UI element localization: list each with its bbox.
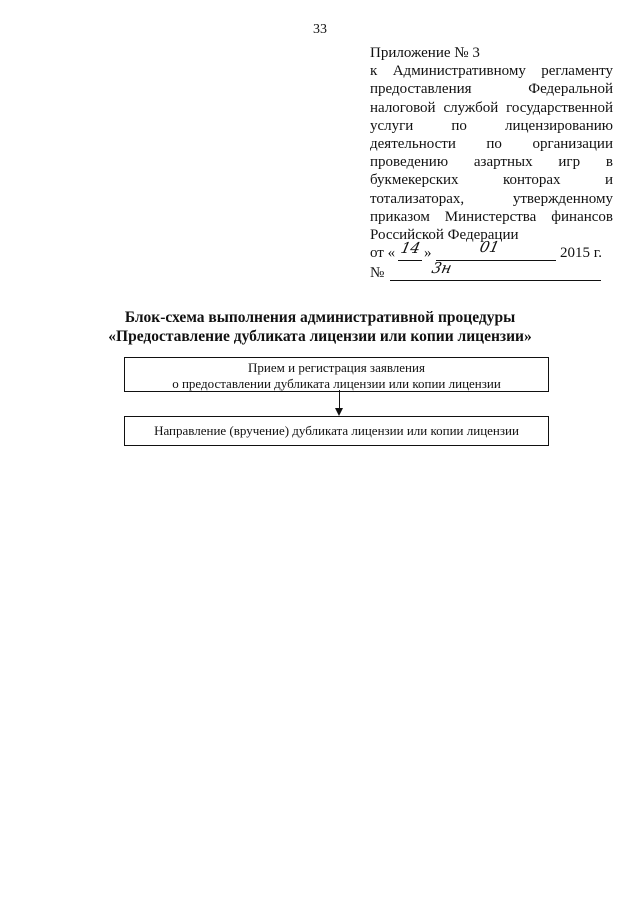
date-month-blank: [436, 260, 556, 261]
heading-line-1: Блок-схема выполнения административной процедуры: [124, 309, 516, 326]
number-blank: [390, 280, 601, 281]
heading-line-2: «Предоставление дубликата лицензии или копии лицензии»: [108, 328, 532, 345]
appendix-title: Приложение № 3: [370, 45, 480, 61]
number-handwritten: 3н: [430, 259, 454, 278]
date-month-handwritten: 01: [478, 238, 502, 257]
flow-arrow-head-icon: [335, 408, 343, 416]
appendix-line: букмекерских конторах и: [370, 172, 613, 189]
flow-step-1-line-2: о предоставлении дубликата лицензии или копии лицензии: [172, 375, 501, 391]
appendix-line: услуги по лицензированию: [370, 117, 613, 134]
date-mid: »: [424, 245, 432, 262]
page-number: 33: [313, 22, 327, 37]
appendix-line: к Административному регламенту: [370, 63, 613, 80]
date-prefix: от «: [370, 245, 396, 262]
appendix-line: тотализаторах, утвержденному: [370, 190, 613, 207]
appendix-line: деятельности по организации: [370, 136, 613, 153]
appendix-line: Российской Федерации: [370, 227, 519, 244]
appendix-line: предоставления Федеральной: [370, 81, 613, 98]
flow-step-1-line-1: Прием и регистрация заявления: [248, 360, 425, 375]
flow-step-1-box: [124, 357, 549, 392]
number-prefix: №: [370, 265, 385, 282]
appendix-line: проведению азартных игр в: [370, 154, 613, 171]
flow-step-2-box: [124, 416, 549, 446]
appendix-line: налоговой службой государственной: [370, 99, 613, 116]
date-day-handwritten: 14: [399, 239, 423, 258]
flow-arrow-line: [339, 390, 340, 410]
page-heading: [0, 308, 640, 346]
appendix-block: [370, 44, 613, 284]
date-day-blank: [398, 260, 422, 261]
date-row: [370, 238, 613, 264]
flow-step-2-label: Направление (вручение) дубликата лицензии или копии лицензии: [154, 423, 519, 438]
date-year: 2015 г.: [560, 245, 602, 262]
number-row: [370, 259, 613, 284]
appendix-line: приказом Министерства финансов: [370, 208, 613, 225]
